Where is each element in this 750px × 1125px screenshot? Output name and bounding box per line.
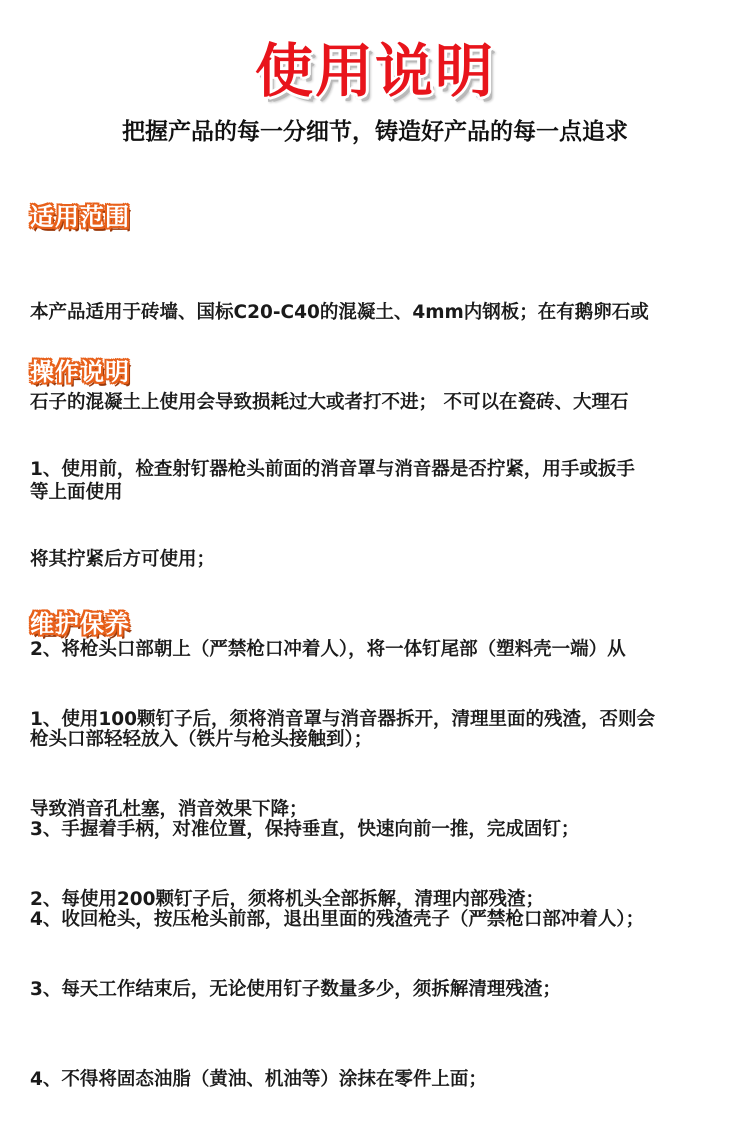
section-heading-operation xyxy=(30,357,130,387)
body-line: 等上面使用 xyxy=(30,482,123,503)
body-line: 2、每使用200颗钉子后，须将机头全部拆解，清理内部残渣； xyxy=(30,889,544,910)
section-heading-maintenance xyxy=(30,609,130,639)
body-line: 4、不得将固态油脂（黄油、机油等）涂抹在零件上面； xyxy=(30,1069,487,1090)
body-line: 石子的混凝土上使用会导致损耗过大或者打不进； 不可以在瓷砖、大理石 xyxy=(30,392,629,413)
body-line: 1、使用100颗钉子后，须将消音罩与消音器拆开，清理里面的残渣，否则会 xyxy=(30,709,655,730)
section-heading-label: 操作说明 xyxy=(30,358,130,386)
body-line: 本产品适用于砖墙、国标C20-C40的混凝土、4mm内钢板；在有鹅卵石或 xyxy=(30,302,649,323)
section-body-maintenance xyxy=(30,645,725,1125)
body-line: 导致消音孔杜塞，消音效果下降； xyxy=(30,799,308,820)
body-line: 4、收回枪头，按压枪头前部，退出里面的残渣壳子（严禁枪口部冲着人）； xyxy=(30,909,645,930)
section-heading-scope xyxy=(30,202,130,232)
page-title: 使用说明 xyxy=(254,37,495,105)
body-line: 将其拧紧后方可使用； xyxy=(30,549,216,570)
body-line: 枪头口部轻轻放入（铁片与枪头接触到）； xyxy=(30,729,373,750)
body-line: 3、手握着手柄，对准位置，保持垂直，快速向前一推，完成固钉； xyxy=(30,819,580,840)
page-subtitle: 把握产品的每一分细节，铸造好产品的每一点追求 xyxy=(122,119,628,145)
section-heading-label: 适用范围 xyxy=(30,203,130,231)
body-line: 2、将枪头口部朝上（严禁枪口冲着人），将一体钉尾部（塑料壳一端）从 xyxy=(30,639,626,660)
section-heading-label: 维护保养 xyxy=(30,610,130,638)
body-line: 3、每天工作结束后，无论使用钉子数量多少，须拆解清理残渣； xyxy=(30,979,561,1000)
body-line: 1、使用前，检查射钉器枪头前面的消音罩与消音器是否拧紧，用手或扳手 xyxy=(30,459,635,480)
